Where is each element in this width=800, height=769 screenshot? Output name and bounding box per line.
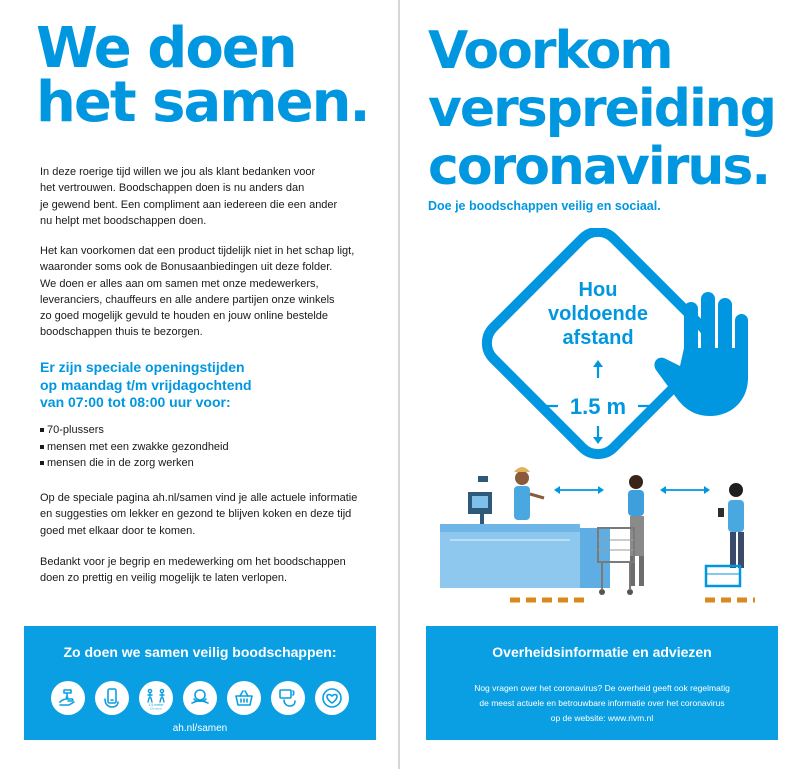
special-page-paragraph [40, 490, 357, 539]
hand-washing-icon [51, 681, 85, 715]
shopping-basket-icon [227, 681, 261, 715]
text-line: Op de speciale pagina ah.nl/samen vind je alle actuele informatie [40, 492, 358, 504]
safe-shopping-banner [24, 626, 376, 740]
right-page-title [428, 22, 788, 196]
text-line: op de website: www.rivm.nl [550, 713, 654, 723]
text-line: zo goed mogelijk gevuld te houden en jouw online bestelde [40, 310, 329, 323]
ah-samen-link[interactable]: ah.nl/samen [172, 723, 228, 734]
banner-title: Zo doen we samen veilig boodschappen: [63, 644, 337, 660]
text-line: boodschappen thuis te bezorgen. [40, 326, 203, 339]
right-page [400, 0, 800, 769]
intro-paragraph [40, 164, 337, 229]
text-line: leveranciers, chauffeurs en alle andere partijen onze winkels [40, 293, 335, 306]
text-line: We doen er alles aan om samen met onze medewerkers, [40, 277, 319, 290]
distance-illustration [430, 228, 770, 620]
sign-line-3: afstand [562, 327, 634, 349]
list-item: mensen met een zwakke gezondheid [40, 439, 229, 456]
banner-title: Overheidsinformatie en adviezen [492, 644, 712, 660]
stock-paragraph [40, 243, 354, 341]
sign-line-1: Hou [578, 279, 618, 301]
cashier-figure [514, 467, 544, 520]
distance-label: 1,5 meter [148, 703, 164, 707]
opening-hours-heading [40, 359, 252, 412]
left-title-line-1: We doen [36, 16, 296, 81]
highlight-line: op maandag t/m vrijdagochtend [40, 376, 252, 393]
text-line: goed met elkaar door te komen. [40, 524, 196, 537]
distance-people-icon [139, 681, 173, 715]
left-page-title [36, 16, 376, 135]
left-title-line-2: het samen. [36, 70, 369, 135]
left-page [0, 0, 398, 769]
sign-line-2: voldoende [547, 303, 649, 325]
right-title-line-1: Voorkom [428, 21, 672, 81]
list-item: mensen die in de zorg werken [40, 455, 229, 472]
contactless-pay-icon [271, 681, 305, 715]
distance-sublabel: (2x arm) [150, 706, 162, 710]
thanks-paragraph [40, 554, 346, 587]
text-line: de meest actuele en betrouwbare informatie over het coronavirus [479, 698, 725, 708]
text-line: Nog vragen over het coronavirus? De overheid geeft ook regelmatig [474, 683, 730, 693]
text-line: nu helpt met boodschappen doen. [40, 214, 207, 227]
highlight-line: van 07:00 tot 08:00 uur voor: [40, 394, 231, 410]
text-line: doen zo prettig en veilig mogelijk te laten verlopen. [40, 572, 288, 585]
text-line: Het kan voorkomen dat een product tijdelijk niet in het schap ligt, [40, 245, 355, 257]
text-line: en suggesties om lekker en gezond te blijven koken en deze tijd [40, 508, 352, 521]
target-groups-list [40, 422, 229, 472]
right-title-line-3: coronavirus. [428, 137, 770, 197]
cough-elbow-icon [183, 681, 217, 715]
text-line: het vertrouwen. Boodschappen doen is nu anders dan [40, 182, 305, 195]
safety-icons-row [24, 681, 376, 715]
distance-value: 1.5 m [569, 394, 627, 419]
government-info-banner [426, 626, 778, 740]
banner-text [426, 681, 778, 726]
customer-with-phone [706, 483, 744, 586]
phone-hand-icon [95, 681, 129, 715]
right-subtitle: Doe je boodschappen veilig en sociaal. [428, 199, 661, 213]
list-item: 70-plussers [40, 422, 229, 439]
text-line: waaronder soms ook de Bonusaanbiedingen uit deze folder. [40, 261, 333, 274]
heart-icon [315, 681, 349, 715]
highlight-line: Er zijn speciale openingstijden [40, 359, 245, 375]
text-line: je gewend bent. Een compliment aan iedereen die een ander [40, 198, 338, 211]
text-line: Bedankt voor je begrip en medewerking om het boodschappen [40, 556, 346, 568]
right-title-line-2: verspreiding [428, 79, 776, 139]
text-line: In deze roerige tijd willen we jou als klant bedanken voor [40, 166, 316, 178]
